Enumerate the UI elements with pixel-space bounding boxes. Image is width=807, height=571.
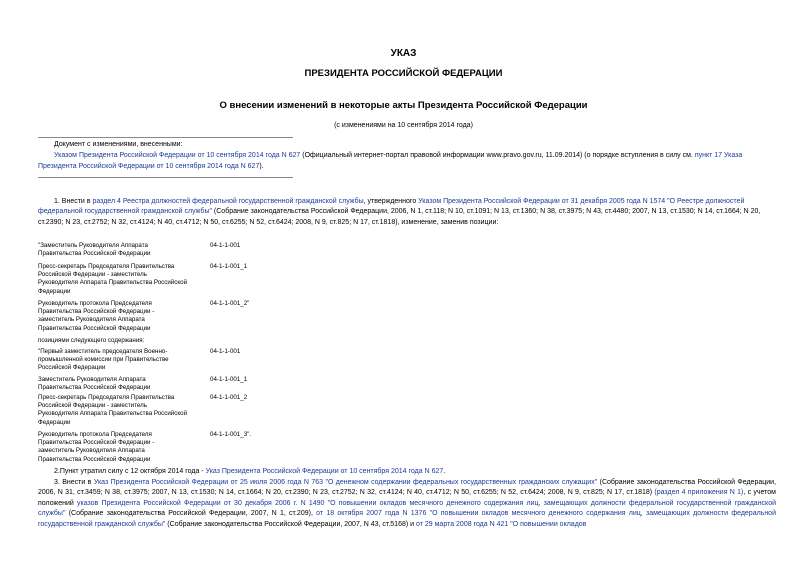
p3-link-5[interactable]: от 29 марта 2008 года N 421 "О повышении окладов <box>416 520 587 528</box>
changes-note <box>38 151 773 172</box>
document-type: УКАЗ <box>390 48 417 59</box>
divider-top <box>38 137 293 138</box>
paragraph-3 <box>38 478 776 530</box>
p3-link-3[interactable]: указов Президента Российской Федерации от 30 декабря 2006 г. N 1490 "О повышении окладов месячного денежного содержания лиц, замещающих должности федеральной государственной гражданской службы" <box>38 499 777 518</box>
p3-pre: 3. Внести в <box>54 479 94 486</box>
p3-mid-3: (Собрание законодательства Российской Федерации, 2007, N 1, ст.209), <box>65 510 317 518</box>
table-cell-code: 04-1-1-001_3". <box>210 431 252 438</box>
p1-rest: (Собрание законодательства Российской Федерации, 2006, N 1, ст.118; N 10, ст.1091; N 13, ст.1360; N 38, ст.3975; N 43, ст.4480; 2007, N 13, ст.1530; N 14, ст.1664; N 20, ст.2390; N 23, ст.2752; N 32, ст.4124; N 40, ст.4712; N 50, ст.6255; N 52, ст.6424; 2008, N 9, ст.825; N 17, ст.1818), изменение, заменив позиции: <box>38 208 761 226</box>
p2-end: . <box>443 468 446 475</box>
document-title: О внесении изменений в некоторые акты Президента Российской Федерации <box>219 100 588 111</box>
p3-mid-1: (Собрание законодательства Российской Федерации, 2006, N 31, ст.3459; N 38, ст.3975; 2007, N 13, ст.1530; N 14, ст.1664; N 20, ст.2390; N 23, ст.2752; N 32, ст.4124; N 40, ст.4712; N 50, ст.6255; N 52, ст.6424; 2008, N 9, ст.825; N 17, ст.1818) <box>38 479 777 497</box>
table-cell-code: 04-1-1-001_2" <box>210 300 250 307</box>
p3-link-2[interactable]: (раздел 4 приложения N 1) <box>654 489 744 497</box>
table-cell-name: Пресс-секретарь Председателя Правительства Российской Федерации - заместитель Руководителя Аппарата Правительства Российской Федерации <box>38 394 188 426</box>
table-cell-name: Заместитель Руководителя Аппарата Правительства Российской Федерации <box>38 376 151 392</box>
changes-tail: (Официальный интернет-портал правовой информации www.pravo.gov.ru, 11.09.2014) (о порядке вступления в силу см. <box>300 152 695 159</box>
p1-link-2[interactable]: Указом Президента Российской Федерации от 31 декабря 2005 года N 1574 "О Реестре должностей федеральной государственной гражданской службы" <box>38 198 745 216</box>
table-cell-name: "Первый заместитель председателя Военно-промышленной комиссии при Правительстве Российской Федерации <box>38 348 169 372</box>
table-cell-name: "Заместитель Руководителя Аппарата Правительства Российской Федерации <box>38 242 151 258</box>
following-label: позициями следующего содержания: <box>38 337 145 344</box>
table-cell-name: Руководитель протокола Председателя Правительства Российской Федерации - заместитель Руководителя Аппарата Правительства Российской Федерации <box>38 431 155 463</box>
p3-link-4[interactable]: от 18 октября 2007 года N 1376 "О повышении окладов месячного денежного содержания лиц, замещающих должности федеральной государственной гражданской службы" <box>38 510 776 528</box>
p1-link-1[interactable]: раздел 4 Реестра должностей федеральной государственной гражданской службы <box>92 198 364 205</box>
p3-mid-4: (Собрание законодательства Российской Федерации, 2007, N 43, ст.5168) и <box>165 520 416 528</box>
changes-end: ). <box>259 162 264 170</box>
p1-pre: 1. Внести в <box>54 198 93 205</box>
changes-link-2[interactable]: пункт 17 Указа Президента Российской Федерации от 10 сентября 2014 года N 627 <box>38 152 743 170</box>
document-issuer: ПРЕЗИДЕНТА РОССИЙСКОЙ ФЕДЕРАЦИИ <box>304 68 503 79</box>
divider-bottom <box>38 177 293 178</box>
paragraph-1 <box>38 197 776 228</box>
p2-text: 2.Пункт утратил силу с 12 октября 2014 года - <box>54 468 206 475</box>
changes-intro: Документ с изменениями, внесенными: <box>54 141 183 148</box>
table-cell-code: 04-1-1-001 <box>210 348 241 355</box>
p2-link[interactable]: Указ Президента Российской Федерации от 10 сентября 2014 года N 627 <box>205 468 444 475</box>
document-subtitle: (с изменениями на 10 сентября 2014 года) <box>334 122 473 129</box>
table-cell-code: 04-1-1-001 <box>210 242 241 249</box>
table-cell-name: Руководитель протокола Председателя Правительства Российской Федерации - заместитель Руководителя Аппарата Правительства Российской Федерации <box>38 300 155 332</box>
table-cell-code: 04-1-1-001_2 <box>210 394 248 401</box>
p1-mid: , утвержденного <box>363 198 419 205</box>
p3-mid-2: , с учетом положений <box>38 489 776 507</box>
table-cell-name: Пресс-секретарь Председателя Правительства Российской Федерации - заместитель Руководителя Аппарата Правительства Российской Федерации <box>38 263 188 295</box>
table-cell-code: 04-1-1-001_1 <box>210 263 248 270</box>
paragraph-2 <box>38 467 776 477</box>
table-cell-code: 04-1-1-001_1 <box>210 376 248 383</box>
p3-link-1[interactable]: Указ Президента Российской Федерации от 25 июля 2006 года N 763 "О денежном содержании федеральных государственных гражданских служащих" <box>93 479 598 486</box>
changes-link[interactable]: Указом Президента Российской Федерации от 10 сентября 2014 года N 627 <box>54 152 301 159</box>
